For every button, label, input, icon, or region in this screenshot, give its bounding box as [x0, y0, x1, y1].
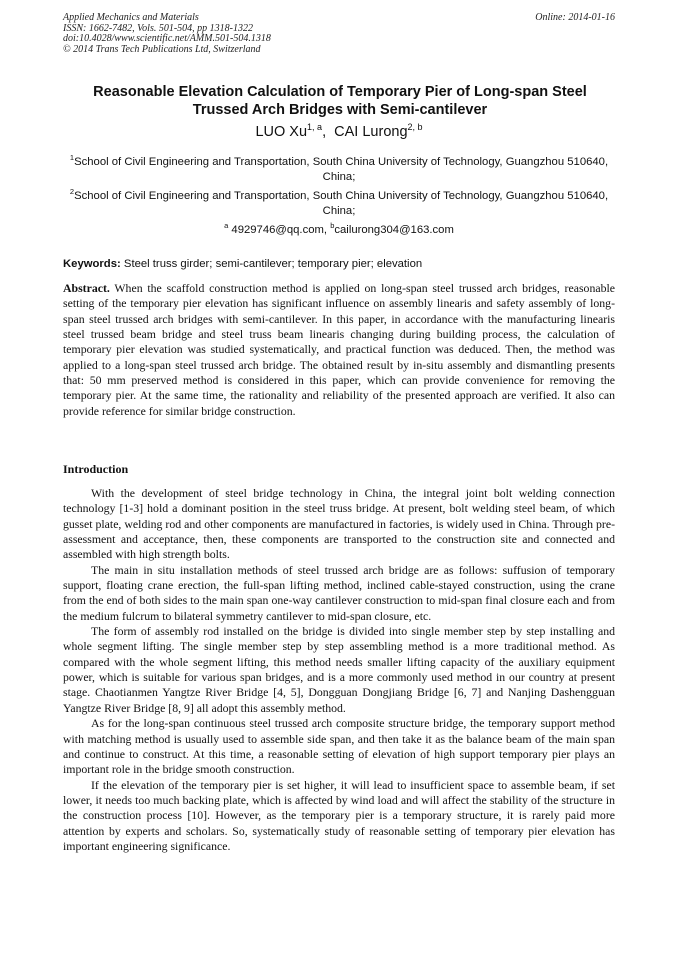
intro-paragraph: The main in situ installation methods of steel trussed arch bridge are as follows: suffusion of temporary support, floating crane erection, the full-span lifting method, inclined cable-stayed construction, using the crane from the end of both sides to the main span one-way cantilever construction to mid-span final closure each and from the medium fulcrum to bilateral symmetry cantilever to mid-span closure, etc.: [63, 562, 615, 623]
affiliation-2: [63, 184, 615, 219]
intro-paragraph: With the development of steel bridge technology in China, the integral joint bolt welding connection technology [1-3] hold a dominant position in the steel truss bridge. At present, bolt welding steel beam, of which gusset plate, welding rod and other components are manufactured in factories, is widely used in China. Through pre-assessment and acceptance, then, these components are transported to the construction site and connected and assembled with high strength bolts.: [63, 486, 615, 562]
author-1-sup: 1, a: [307, 122, 323, 132]
abstract-label: Abstract.: [63, 281, 110, 295]
email-a-sup: a: [224, 221, 229, 230]
author-2-sup: 2, b: [407, 122, 423, 132]
issn-line: ISSN: 1662-7482, Vols. 501-504, pp 1318-1322: [63, 22, 253, 34]
email-b-sup: b: [330, 221, 335, 230]
email-line: [63, 221, 615, 236]
title-line-2: Trussed Arch Bridges with Semi-cantilever: [192, 102, 488, 118]
affiliation-1: [63, 150, 615, 185]
doi-line: doi:10.4028/www.scientific.net/AMM.501-504.1318: [63, 33, 271, 44]
email-b: cailurong304@163.com: [334, 223, 454, 236]
journal-header: [63, 13, 615, 55]
introduction-body: [63, 486, 615, 854]
copyright-line: © 2014 Trans Tech Publications Ltd, Switzerland: [63, 43, 261, 55]
online-date: Online: 2014-01-16: [535, 12, 615, 23]
author-list: [63, 122, 615, 140]
author-2: CAI Lurong: [334, 123, 408, 140]
abstract-text: When the scaffold construction method is applied on long-span steel trussed arch bridges, reasonable setting of the temporary pier elevation has significant influence on assembly linearis and safety assembly of long-span steel trussed arch bridges with semi-cantilever. In this paper, in accordance with the manufacturing linearis steel trussed beam bridge and steel truss beam linearis changing during building process, the calculation of temporary pier elevation was studied systematically, and practical function was deduced. Then, the method was applied to a long-span steel trussed arch bridge. The obtained result by in-situ assembly and dismantling presents that: 50 mm preserved method is considered in this paper, which can provide convenience for removing the temporary pier. At the same time, the rationality and reliability of the presented approach are verified. It also can provide reference for similar bridge construction.: [63, 281, 615, 418]
keywords: [63, 258, 615, 270]
title-line-1: Reasonable Elevation Calculation of Temporary Pier of Long-span Steel: [93, 84, 587, 100]
affiliation-2-num: 2: [69, 187, 75, 196]
introduction-heading: Introduction: [63, 462, 129, 476]
header-left: [63, 13, 615, 55]
affiliation-1-num: 1: [69, 153, 75, 162]
affiliation-1-text: School of Civil Engineering and Transportation, South China University of Technology, Guangzhou 510640, China;: [74, 155, 609, 183]
author-1: LUO Xu: [255, 123, 308, 140]
intro-paragraph: If the elevation of the temporary pier is set higher, it will lead to insufficient space to assemble beam, if set lower, it needs too much backing plate, which is affected by wind load and will affect the stability of the structure in the construction process [10]. However, as the temporary pier is a temporary structure, it is rarely paid more attention by experts and scholars. So, systematically study of reasonable setting of temporary pier elevation has important engineering significance.: [63, 777, 615, 853]
paper-title: [52, 83, 628, 119]
intro-paragraph: The form of assembly rod installed on the bridge is divided into single member step by step installing and whole segment lifting. The single member step by step assembling method is a more traditional method. As compared with the whole segment lifting, this method needs smaller lifting capacity of the auxiliary equipment power, which is suitable for various span bridges, and is a more commonly used method in our country at present stage. Chaotianmen Yangtze River Bridge [4, 5], Dongguan Dongjiang Bridge [6, 7] and Nanjing Dashengguan Yangtze River Bridge [8, 9] all adopt this assembly method.: [63, 624, 615, 715]
author-separator: ,: [322, 123, 335, 140]
keywords-text: Steel truss girder; semi-cantilever; temporary pier; elevation: [120, 258, 423, 270]
email-a: 4929746@qq.com,: [228, 223, 331, 236]
intro-paragraph: As for the long-span continuous steel trussed arch composite structure bridge, the temporary support method with matching method is usually used to assemble side span, and then take it as the balance beam of the main span and continue to construct. At this time, a reasonable setting of elevation of high support temporary pier plays an important role in the bridge smooth construction.: [63, 716, 615, 777]
journal-name: Applied Mechanics and Materials: [63, 12, 199, 23]
affiliation-2-text: School of Civil Engineering and Transportation, South China University of Technology, Guangzhou 510640, China;: [74, 189, 609, 217]
keywords-label: Keywords:: [63, 258, 121, 270]
abstract-paragraph: [63, 281, 615, 419]
abstract: [63, 281, 615, 419]
